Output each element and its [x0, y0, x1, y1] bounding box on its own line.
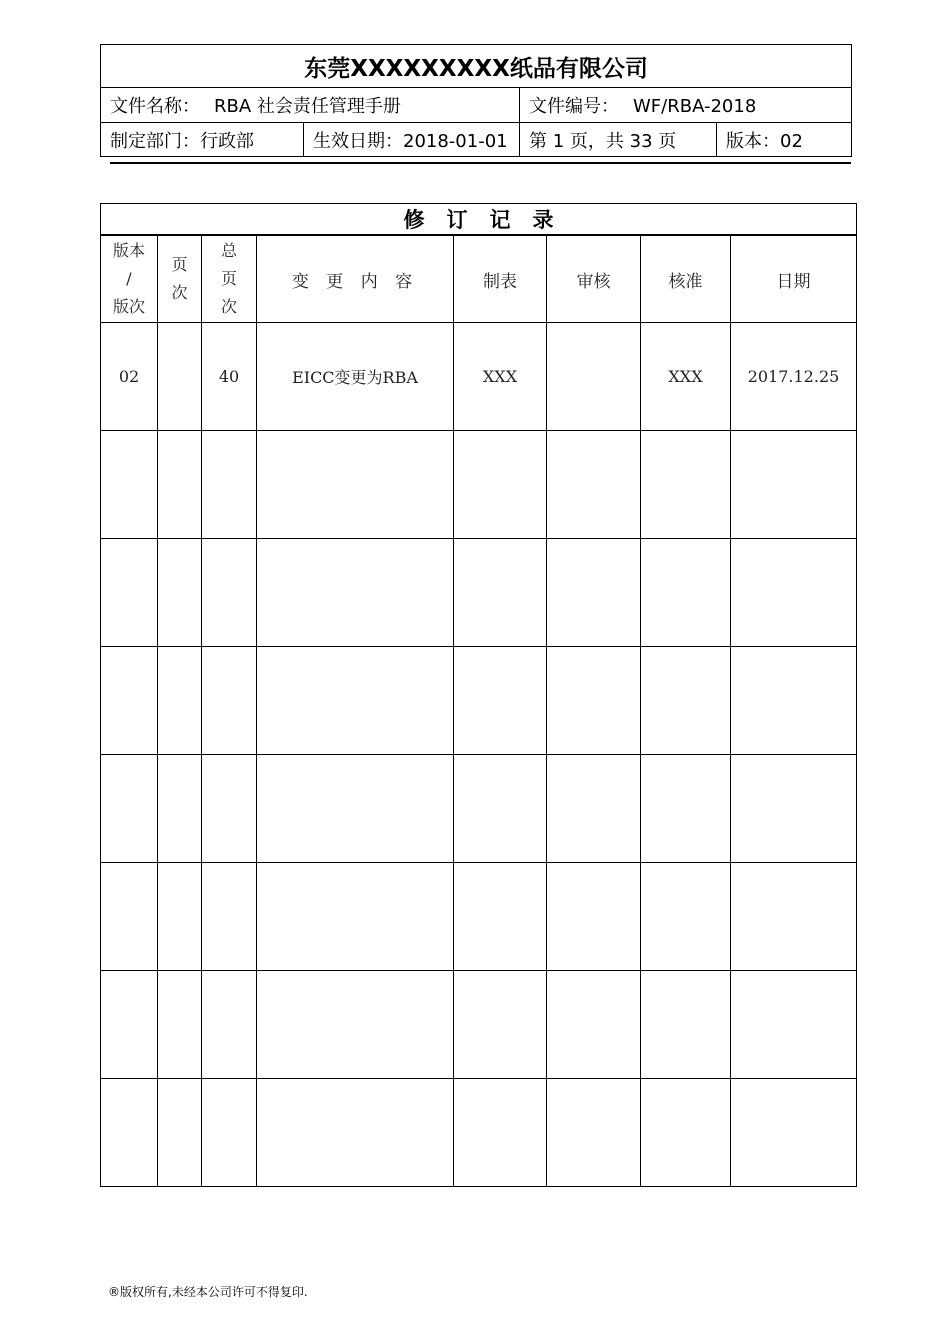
cell-approved [641, 863, 731, 971]
cell-prepared [454, 647, 547, 755]
cell-prepared [454, 431, 547, 539]
table-row [101, 647, 857, 755]
cell-reviewed [547, 755, 641, 863]
column-header-change-content: 变 更 内 容 [257, 235, 454, 323]
cell-date [731, 863, 857, 971]
cell-change-content [257, 647, 454, 755]
cell-page [158, 323, 202, 431]
cell-reviewed [547, 1079, 641, 1187]
table-row [101, 323, 857, 431]
cell-prepared: XXX [454, 323, 547, 431]
file-number-label: 文件编号： [529, 96, 619, 117]
cell-page [158, 755, 202, 863]
cell-date [731, 647, 857, 755]
cell-change-content [257, 755, 454, 863]
cell-date [731, 1079, 857, 1187]
cell-date [731, 755, 857, 863]
cell-change-content [257, 863, 454, 971]
cell-prepared [454, 539, 547, 647]
cell-date: 2017.12.25 [731, 323, 857, 431]
effective-date: 生效日期：2018-01-01 [304, 123, 520, 157]
cell-version [101, 971, 158, 1079]
cell-approved: XXX [641, 323, 731, 431]
cell-total-pages [202, 971, 257, 1079]
cell-version [101, 647, 158, 755]
copyright-notice: ®版权所有,未经本公司许可不得复印. [108, 1285, 308, 1299]
cell-reviewed [547, 863, 641, 971]
cell-date [731, 971, 857, 1079]
column-header-reviewed: 审核 [547, 235, 641, 323]
table-row [101, 431, 857, 539]
column-header-version: 版本 / 版次 [101, 235, 158, 323]
cell-date [731, 539, 857, 647]
header-divider [110, 162, 851, 164]
cell-version [101, 431, 158, 539]
cell-approved [641, 431, 731, 539]
column-header-date: 日期 [731, 235, 857, 323]
cell-reviewed [547, 539, 641, 647]
column-header-approved: 核准 [641, 235, 731, 323]
cell-reviewed [547, 323, 641, 431]
cell-reviewed [547, 647, 641, 755]
document-header [100, 44, 852, 157]
cell-prepared [454, 863, 547, 971]
column-header-prepared: 制表 [454, 235, 547, 323]
cell-reviewed [547, 431, 641, 539]
cell-page [158, 647, 202, 755]
cell-change-content [257, 431, 454, 539]
column-header-total-pages: 总 页 次 [202, 235, 257, 323]
cell-page [158, 431, 202, 539]
department: 制定部门：行政部 [101, 123, 304, 157]
file-number-value: WF/RBA-2018 [633, 96, 757, 117]
cell-change-content [257, 971, 454, 1079]
cell-version [101, 863, 158, 971]
table-row [101, 1079, 857, 1187]
cell-prepared [454, 971, 547, 1079]
cell-total-pages: 40 [202, 323, 257, 431]
cell-approved [641, 755, 731, 863]
company-name: 东莞XXXXXXXXX纸品有限公司 [101, 45, 852, 88]
cell-approved [641, 539, 731, 647]
cell-approved [641, 647, 731, 755]
column-header-page: 页 次 [158, 235, 202, 323]
cell-date [731, 431, 857, 539]
cell-reviewed [547, 971, 641, 1079]
file-number-cell [520, 88, 852, 123]
cell-change-content [257, 1079, 454, 1187]
cell-page [158, 539, 202, 647]
cell-approved [641, 1079, 731, 1187]
cell-version [101, 539, 158, 647]
cell-page [158, 863, 202, 971]
cell-page [158, 1079, 202, 1187]
file-name-value: RBA 社会责任管理手册 [214, 96, 401, 117]
cell-version [101, 1079, 158, 1187]
version: 版本：02 [717, 123, 852, 157]
cell-version [101, 755, 158, 863]
table-row [101, 863, 857, 971]
cell-approved [641, 971, 731, 1079]
table-row [101, 539, 857, 647]
cell-prepared [454, 755, 547, 863]
cell-total-pages [202, 647, 257, 755]
file-name-label: 文件名称： [110, 96, 200, 117]
page-info: 第 1 页，共 33 页 [520, 123, 717, 157]
cell-version: 02 [101, 323, 158, 431]
revision-table-title: 修订记录 [101, 204, 857, 236]
file-name-cell [101, 88, 520, 123]
cell-total-pages [202, 1079, 257, 1187]
table-row [101, 971, 857, 1079]
cell-change-content [257, 539, 454, 647]
table-row [101, 755, 857, 863]
cell-prepared [454, 1079, 547, 1187]
cell-page [158, 971, 202, 1079]
revision-record-table [100, 203, 857, 1187]
cell-change-content: EICC变更为RBA [257, 323, 454, 431]
cell-total-pages [202, 755, 257, 863]
cell-total-pages [202, 863, 257, 971]
cell-total-pages [202, 539, 257, 647]
cell-total-pages [202, 431, 257, 539]
